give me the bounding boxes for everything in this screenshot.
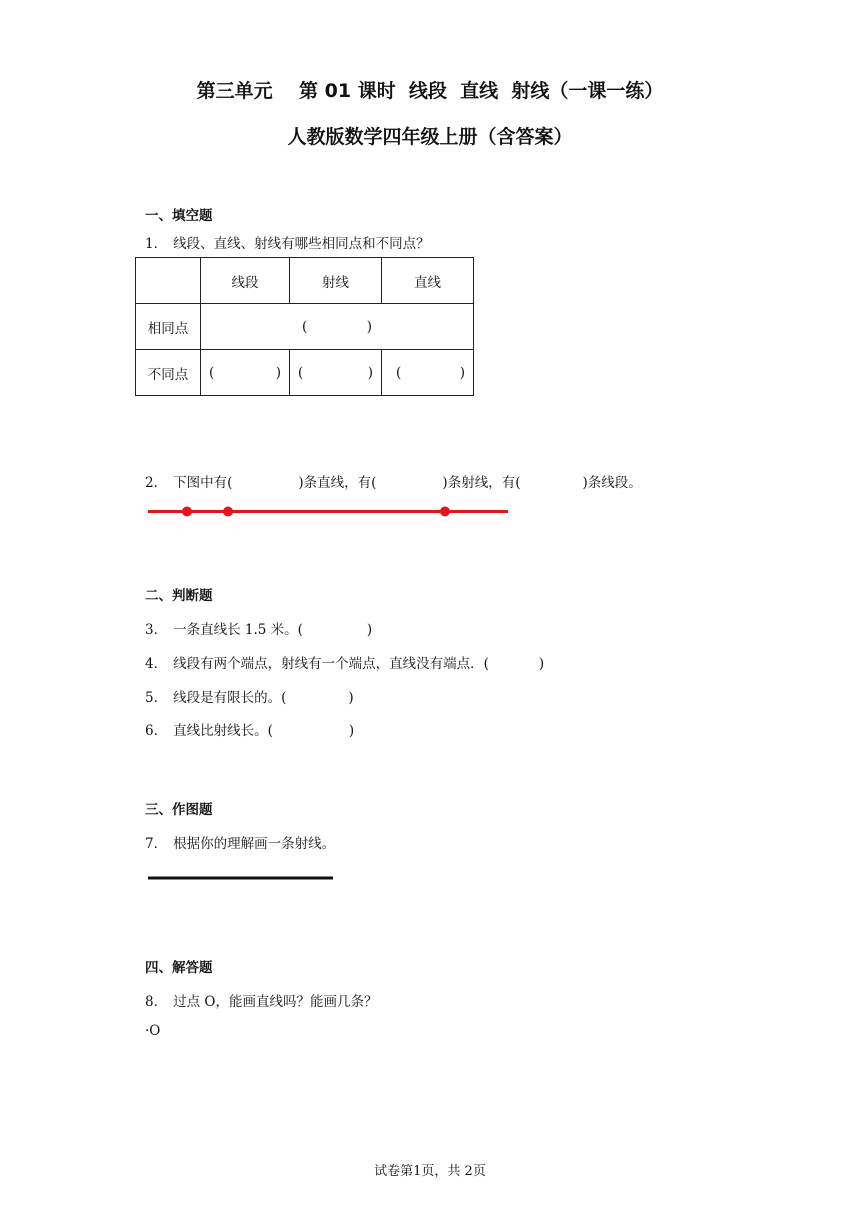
point-dot [440,507,450,517]
question-text: 过点 O，能画直线吗？能画几条？ [173,994,378,1010]
answer-cell-line-diff[interactable] [382,350,474,396]
question-text-part: 下图中有( [173,475,233,491]
answer-cell-ray-diff[interactable] [290,350,382,396]
point-dot [223,507,233,517]
close-paren: ) [538,656,545,672]
point-dot [182,507,192,517]
question-text: 线段是有限长的。( [173,690,287,706]
question-8 [145,990,377,1010]
open-paren: ( [396,364,402,381]
question-text: 一条直线长 1.5 米。( [173,622,303,638]
title-line-2: 人教版数学四年级上册（含答案） [287,126,573,148]
table-header-line: 直线 [382,258,474,304]
question-number: 2． [145,475,168,491]
answer-cell-segment-diff[interactable] [201,350,290,396]
table-header-ray: 射线 [290,258,382,304]
close-paren: ) [275,364,281,381]
question-2 [145,471,642,491]
question-number: 4． [145,656,168,672]
question-number: 5． [145,690,168,706]
table-corner-cell [136,258,201,304]
point-o-label: ·O [145,1023,161,1039]
close-paren: ) [367,364,373,381]
question-text: 直线比射线长。( [173,723,273,739]
close-paren: ) [348,723,355,739]
open-paren: ( [209,364,215,381]
question-text: 线段有两个端点，射线有一个端点，直线没有端点．( [173,656,489,672]
question-3 [145,618,372,638]
open-paren: ( [302,318,308,335]
question-number: 6． [145,723,168,739]
question-6 [145,719,354,739]
row-label-diff: 不同点 [136,350,201,396]
section-heading-fill-blank: 一、填空题 [145,208,213,224]
question-number: 7． [145,836,168,852]
close-paren: ) [348,690,354,706]
answer-blank[interactable] [302,319,372,335]
question-number: 3． [145,622,168,638]
question-number: 1． [145,236,168,252]
section-heading-drawing: 三、作图题 [145,802,213,818]
close-paren: ) [366,622,373,638]
open-paren: ( [298,364,304,381]
question-text: 根据你的理解画一条射线。 [173,836,336,852]
table-header-row [136,258,474,304]
question-text-part: )条直线，有( [298,475,377,491]
question-text: 线段、直线、射线有哪些相同点和不同点？ [173,236,430,252]
question-5 [145,686,354,706]
question-1 [145,232,430,252]
red-line-figure [0,493,860,533]
comparison-table [135,257,474,396]
table-row-same [136,304,474,350]
title-line-1: 第三单元 第 01 课时 线段 直线 射线（一课一练） [196,80,664,102]
question-text-part: )条线段。 [582,475,642,491]
table-header-segment: 线段 [201,258,290,304]
question-7 [145,832,335,852]
page-footer: 试卷第1页，共 2页 [374,1164,486,1179]
question-text-part: )条射线，有( [442,475,521,491]
section-heading-judgment: 二、判断题 [145,588,213,604]
question-number: 8． [145,994,168,1010]
row-label-same: 相同点 [136,304,201,350]
table-row-diff [136,350,474,396]
answer-cell-same[interactable] [201,304,474,350]
drawing-line [0,873,860,883]
section-heading-answer: 四、解答题 [145,960,213,976]
close-paren: ) [366,318,372,335]
question-4 [145,652,544,672]
close-paren: ) [459,364,465,381]
